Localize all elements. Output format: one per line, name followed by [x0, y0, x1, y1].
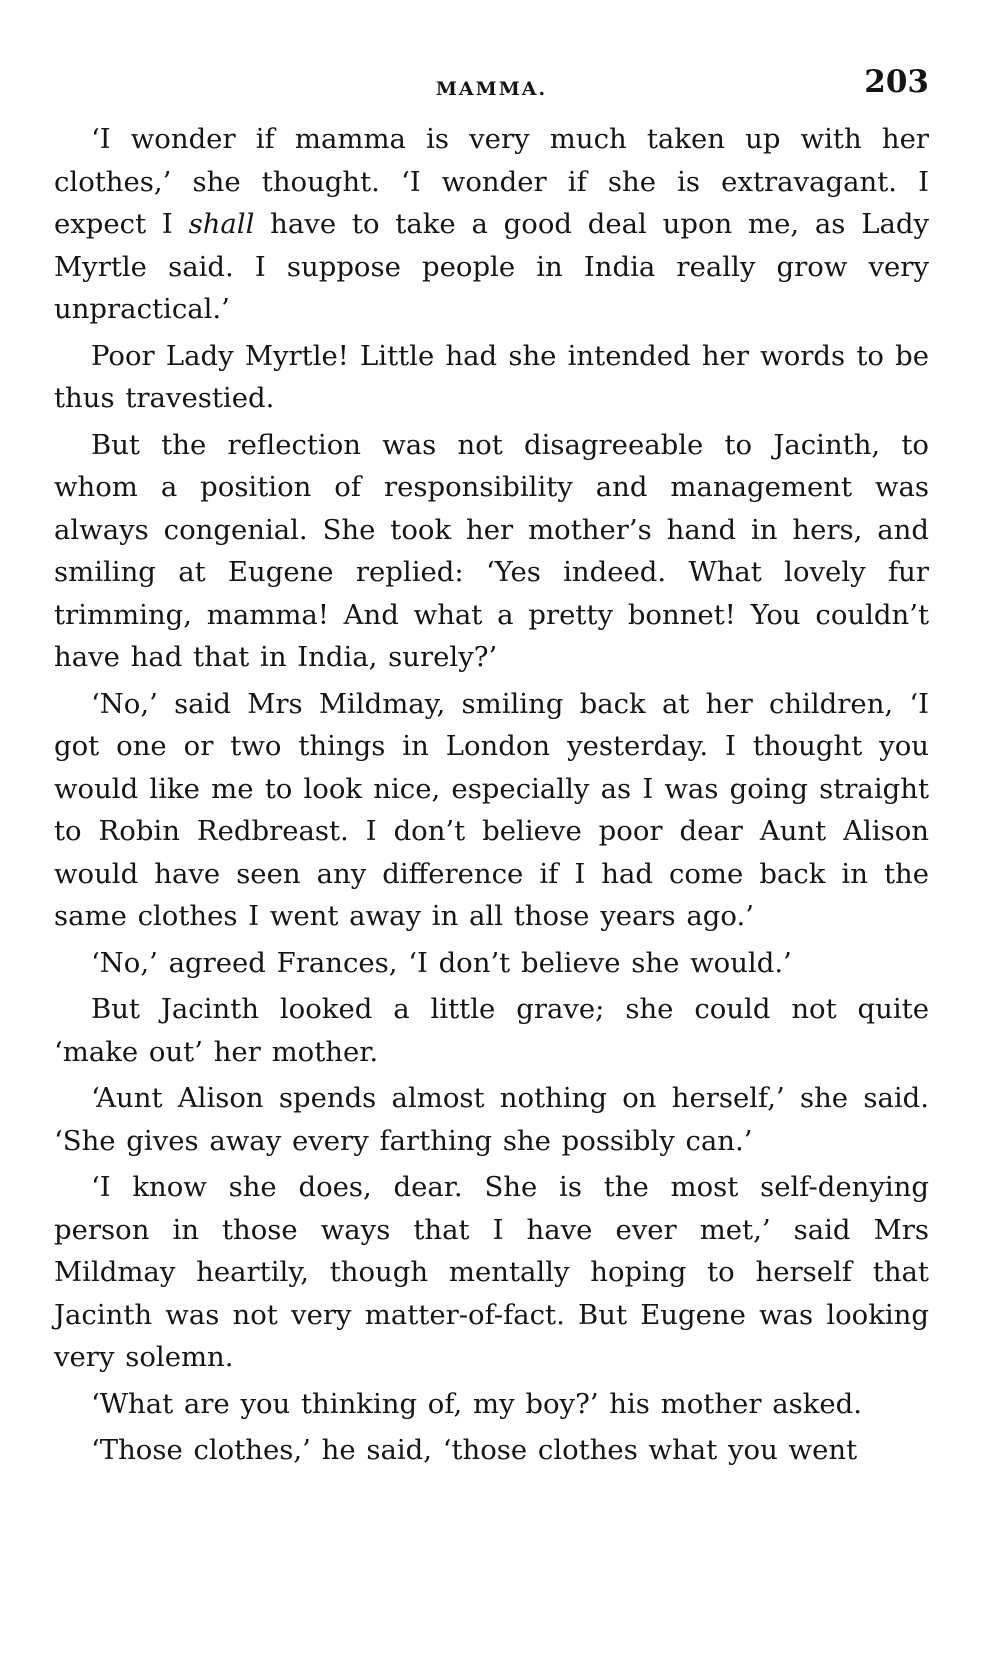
paragraph-9: ‘What are you thinking of, my boy?’ his mother asked.: [91, 1387, 863, 1420]
paragraph-1-text-start: ‘I wonder if mamma is very much taken up with her clothes,’ she thought. ‘I wonder if she is extravagant. I expect I: [54, 123, 929, 240]
paragraph-2: Poor Lady Myrtle! Little had she intended her words to be thus travestied.: [54, 339, 929, 414]
emphasized-word: shall: [188, 208, 255, 240]
paragraph-1: [54, 118, 929, 331]
page-header: [54, 64, 929, 104]
page-body: [54, 118, 929, 1476]
paragraph-6: But Jacinth looked a little grave; she could not quite ‘make out’ her mother.: [54, 993, 929, 1068]
paragraph-8: ‘I know she does, dear. She is the most self-denying person in those ways that I have ever met,’ said Mrs Mildmay heartily, though mentally hoping to herself that Jacinth was not very matter-of-fact. But Eugene was looking very solemn.: [54, 1171, 929, 1373]
paragraph-3: But the reflection was not disagreeable to Jacinth, to whom a position of responsibility and management was always congenial. She took her mother’s hand in hers, and smiling at Eugene replied: ‘Yes indeed. What lovely fur trimming, mamma! And what a pretty bonnet! You couldn’t have had that in India, surely?’: [54, 428, 929, 673]
paragraph-5: ‘No,’ agreed Frances, ‘I don’t believe she would.’: [91, 946, 792, 979]
paragraph-7: ‘Aunt Alison spends almost nothing on herself,’ she said. ‘She gives away every farthing she possibly can.’: [54, 1082, 929, 1157]
paragraph-10: ‘Those clothes,’ he said, ‘those clothes what you went: [91, 1434, 858, 1466]
running-title: MAMMA.: [435, 78, 548, 100]
paragraph-1-text-end: have to take a good deal upon me, as Lady Myrtle said. I suppose people in India really grow very unpractical.’: [54, 208, 929, 325]
paragraph-4: ‘No,’ said Mrs Mildmay, smiling back at her children, ‘I got one or two things in London yesterday. I thought you would like me to look nice, especially as I was going straight to Robin Redbreast. I don’t believe poor dear Aunt Alison would have seen any difference if I had come back in the same clothes I went away in all those years ago.’: [54, 687, 929, 932]
page-number: 203: [864, 64, 929, 100]
